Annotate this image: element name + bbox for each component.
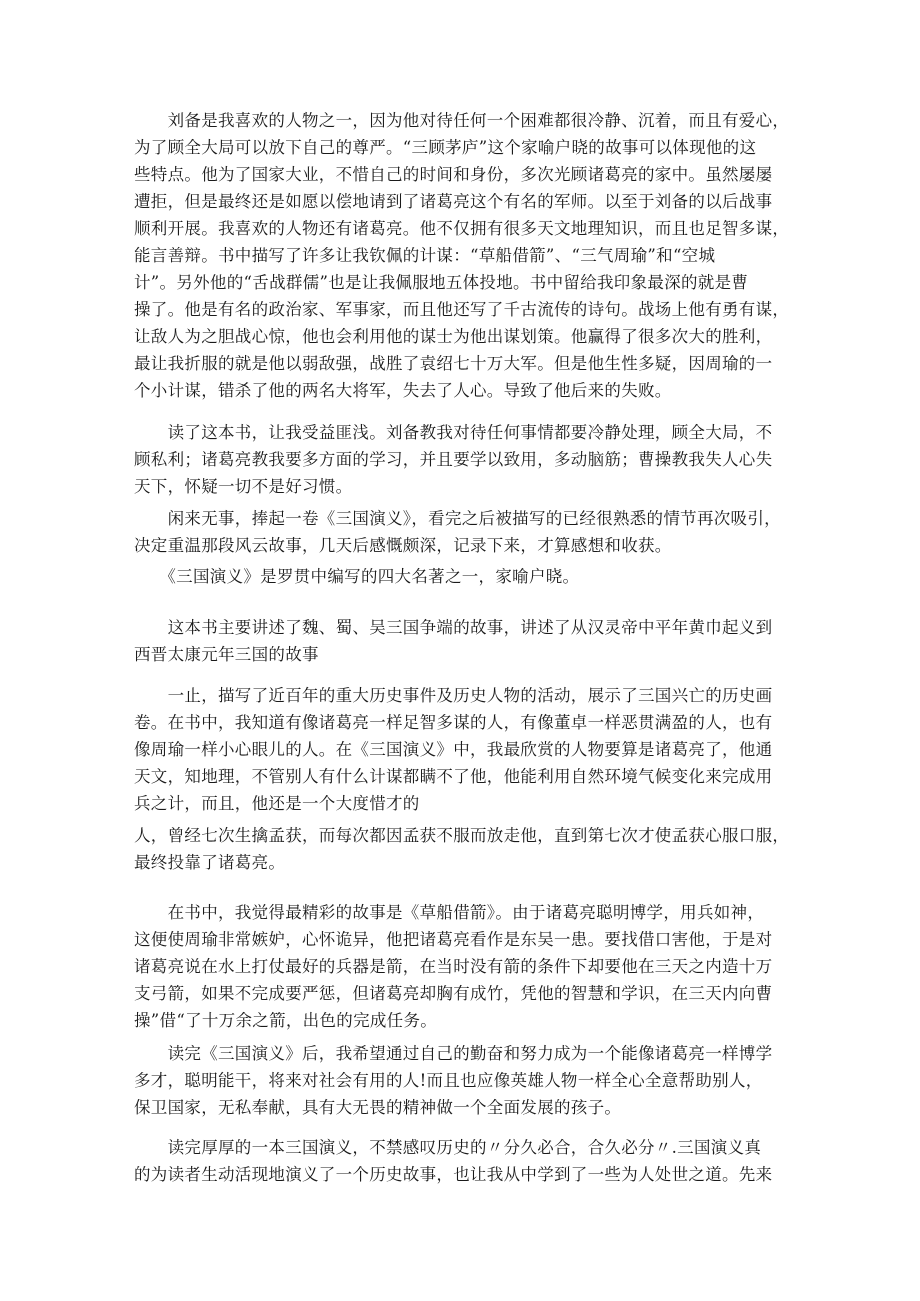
text-line: 这本书主要讲述了魏、蜀、吴三国争端的故事，讲述了从汉灵帝中平年黄巾起义到 [134, 618, 773, 637]
text-line: 诸葛亮说在水上打仗最好的兵器是箭，在当时没有箭的条件下却要他在三天之内造十万 [134, 957, 773, 976]
text-line: 最终投靠了诸葛亮。 [134, 853, 286, 872]
paragraph-lessons [134, 419, 794, 500]
text-line: 天文，知地理，不管别人有什么计谋都瞒不了他，他能利用自然环境气候变化来完成用 [134, 767, 773, 786]
text-line: 这便使周瑜非常嫉妒，心怀诡异，他把诸葛亮看作是东吴一患。要找借口害他，于是对 [134, 930, 773, 949]
text-line: 人，曾经七次生擒孟获，而每次都因孟获不服而放走他，直到第七次才使孟获心服口服， [134, 826, 790, 845]
text-line: 西晋太康元年三国的故事 [134, 645, 319, 664]
text-line: 多才，聪明能干，将来对社会有用的人!而且也应像英雄人物一样全心全意帮助别人， [134, 1071, 763, 1090]
text-line: 在书中，我觉得最精彩的故事是《草船借箭》。由于诸葛亮聪明博学，用兵如神， [134, 903, 765, 922]
text-line: 顺利开展。我喜欢的人物还有诸葛亮。他不仅拥有很多天文地理知识，而且也足智多谋， [134, 219, 790, 238]
text-line: 闲来无事，捧起一卷《三国演义》，看完之后被描写的已经很熟悉的情节再次吸引， [134, 509, 781, 528]
text-line: 读完《三国演义》后，我希望通过自己的勤奋和努力成为一个能像诸葛亮一样博学 [134, 1044, 773, 1063]
text-line: 像周瑜一样小心眼儿的人。在《三国演义》中，我最欣赏的人物要算是诸葛亮了，他通 [134, 740, 773, 759]
text-line: 为了顾全大局可以放下自己的尊严。“三顾茅庐”这个家喻户晓的故事可以体现他的这 [134, 138, 757, 157]
text-line: 的为读者生动活现地演义了一个历史故事，也让我从中学到了一些为人处世之道。先来 [134, 1165, 773, 1184]
text-line: 操了。他是有名的政治家、军事家，而且他还写了千古流传的诗句。战场上他有勇有谋， [134, 300, 790, 319]
paragraph-aspiration [134, 1040, 794, 1121]
text-line: 顾私利；诸葛亮教我要多方面的学习，并且要学以致用，多动脑筋；曹操教我失人心失 [134, 450, 773, 469]
text-line: 让敌人为之胆战心惊，他也会利用他的谋士为他出谋划策。他赢得了很多次大的胜利， [134, 327, 773, 346]
text-line: 《三国演义》是罗贯中编写的四大名著之一，家喻户晓。 [134, 567, 580, 586]
text-line: 遭拒，但是最终还是如愿以偿地请到了诸葛亮这个有名的军师。以至于刘备的以后战事 [134, 192, 773, 211]
text-line: 一止，描写了近百年的重大历史事件及历史人物的活动，展示了三国兴亡的历史画 [134, 686, 773, 705]
text-line: 决定重温那段风云故事，几天后感慨颇深，记录下来，才算感想和收获。 [134, 536, 672, 555]
paragraph-conclusion [134, 1134, 794, 1188]
text-line: 读完厚厚的一本三国演义，不禁感叹历史的〃分久必合，合久必分〃.三国演义真 [134, 1138, 762, 1157]
text-line: 个小计谋，错杀了他的两名大将军，失去了人心。导致了他后来的失败。 [134, 381, 672, 400]
text-line: 天下，怀疑一切不是好习惯。 [134, 477, 353, 496]
text-line: 读了这本书，让我受益匪浅。刘备教我对待任何事情都要冷静处理，顾全大局，不 [134, 423, 773, 442]
text-line: 操”借“了十万余之箭，出色的完成任务。 [134, 1011, 438, 1030]
text-line: 刘备是我喜欢的人物之一，因为他对待任何一个困难都很冷静、沉着，而且有爱心， [134, 111, 790, 130]
text-line: 些特点。他为了国家大业，不惜自己的时间和身份，多次光顾诸葛亮的家中。虽然屡屡 [134, 165, 773, 184]
paragraph-zhuge-liang [134, 682, 794, 817]
paragraph-borrowing-arrows [134, 899, 794, 1034]
text-line: 能言善辩。书中描写了许多让我钦佩的计谋：“草船借箭”、“三气周瑜”和“空城 [134, 246, 716, 265]
text-line: 计”。另外他的“舌战群儒”也是让我佩服地五体投地。书中留给我印象最深的就是曹 [134, 273, 749, 292]
text-line: 兵之计，而且，他还是一个大度惜才的 [134, 794, 420, 813]
paragraph-author [134, 563, 794, 590]
paragraph-reread [134, 505, 794, 559]
text-line: 支弓箭，如果不完成要严惩，但诸葛亮却胸有成竹，凭他的智慧和学识，在三天内向曹 [134, 984, 773, 1003]
text-line: 保卫国家，无私奉献，具有大无畏的精神做一个全面发展的孩子。 [134, 1098, 622, 1117]
paragraph-liu-bei [134, 107, 794, 404]
paragraph-meng-huo [134, 822, 794, 876]
text-line: 卷。在书中，我知道有像诸葛亮一样足智多谋的人，有像董卓一样恶贯满盈的人，也有 [134, 713, 773, 732]
paragraph-summary [134, 614, 794, 668]
text-line: 最让我折服的就是他以弱敌强，战胜了袁绍七十万大军。但是他生性多疑，因周瑜的一 [134, 354, 773, 373]
